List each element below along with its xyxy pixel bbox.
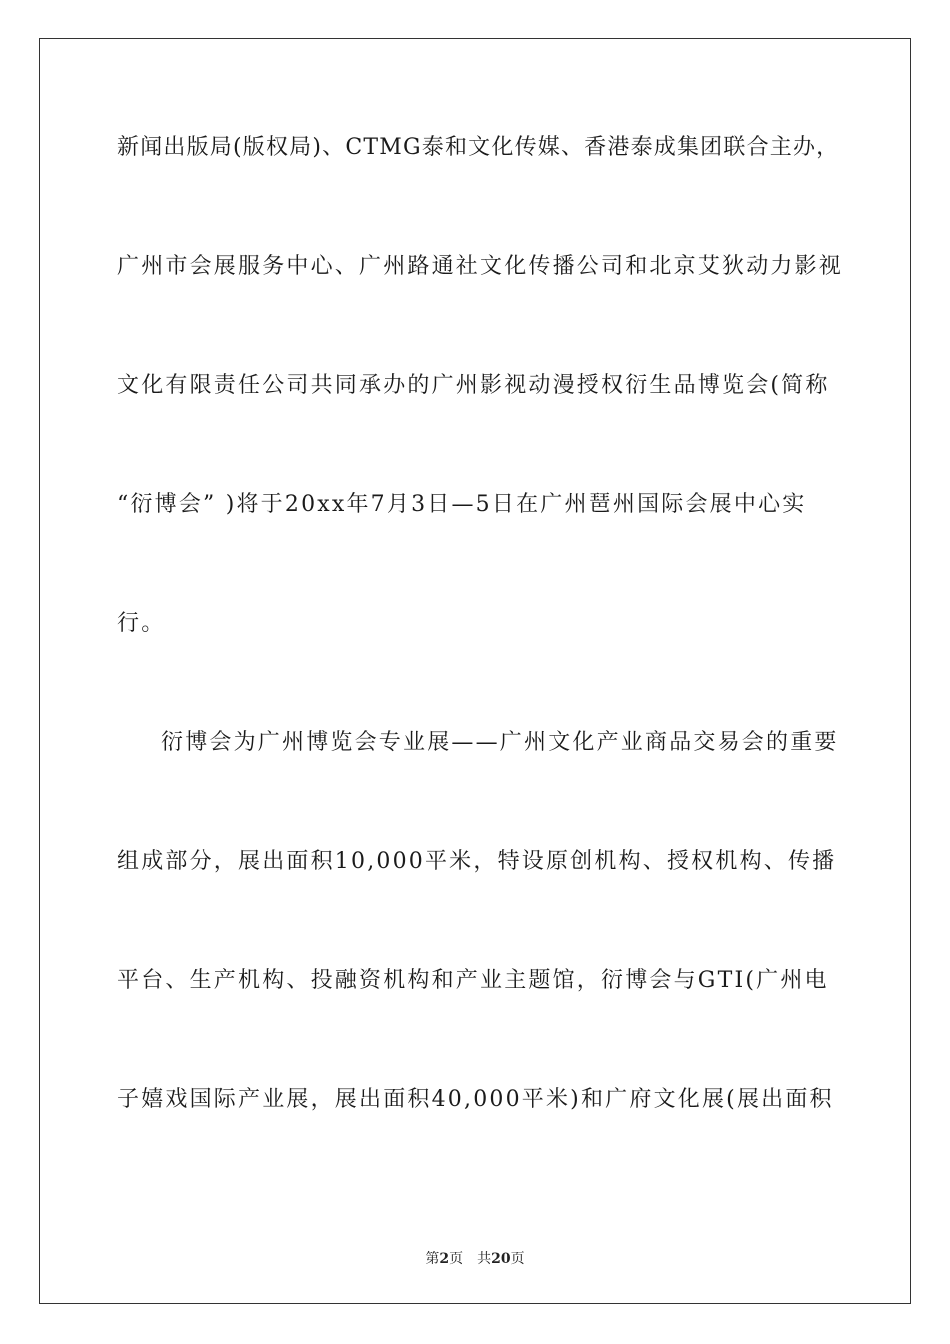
text-line-4: “衍博会” )将于20xx年7月3日—5日在广州琶州国际会展中心实 xyxy=(117,492,807,517)
text-line-1: 新闻出版局(版权局)、CTMG泰和文化传媒、香港泰成集团联合主办， xyxy=(117,135,840,160)
page-suffix: 页 xyxy=(449,1251,464,1267)
text-line-3: 文化有限责任公司共同承办的广州影视动漫授权衍生品博览会(简称 xyxy=(117,373,830,398)
total-suffix: 页 xyxy=(510,1251,525,1267)
text-line-7: 组成部分，展出面积10,000平米，特设原创机构、授权机构、传播 xyxy=(117,849,837,874)
text-line-8: 平台、生产机构、投融资机构和产业主题馆，衍博会与GTI(广州电 xyxy=(117,968,829,993)
text-line-6-paragraph-start: 衍博会为广州博览会专业展——广州文化产业商品交易会的重要 xyxy=(161,730,839,755)
document-body xyxy=(117,126,844,1197)
text-line-5: 行。 xyxy=(117,611,166,636)
page-footer xyxy=(0,1248,950,1268)
total-prefix: 共 xyxy=(477,1251,492,1267)
text-line-2: 广州市会展服务中心、广州路通社文化传播公司和北京艾狄动力影视 xyxy=(117,254,844,279)
page-current: 2 xyxy=(439,1251,450,1267)
page-total: 20 xyxy=(491,1251,511,1267)
text-line-9: 子嬉戏国际产业展，展出面积40,000平米)和广府文化展(展出面积 xyxy=(117,1087,834,1112)
page-prefix: 第 xyxy=(425,1251,440,1267)
